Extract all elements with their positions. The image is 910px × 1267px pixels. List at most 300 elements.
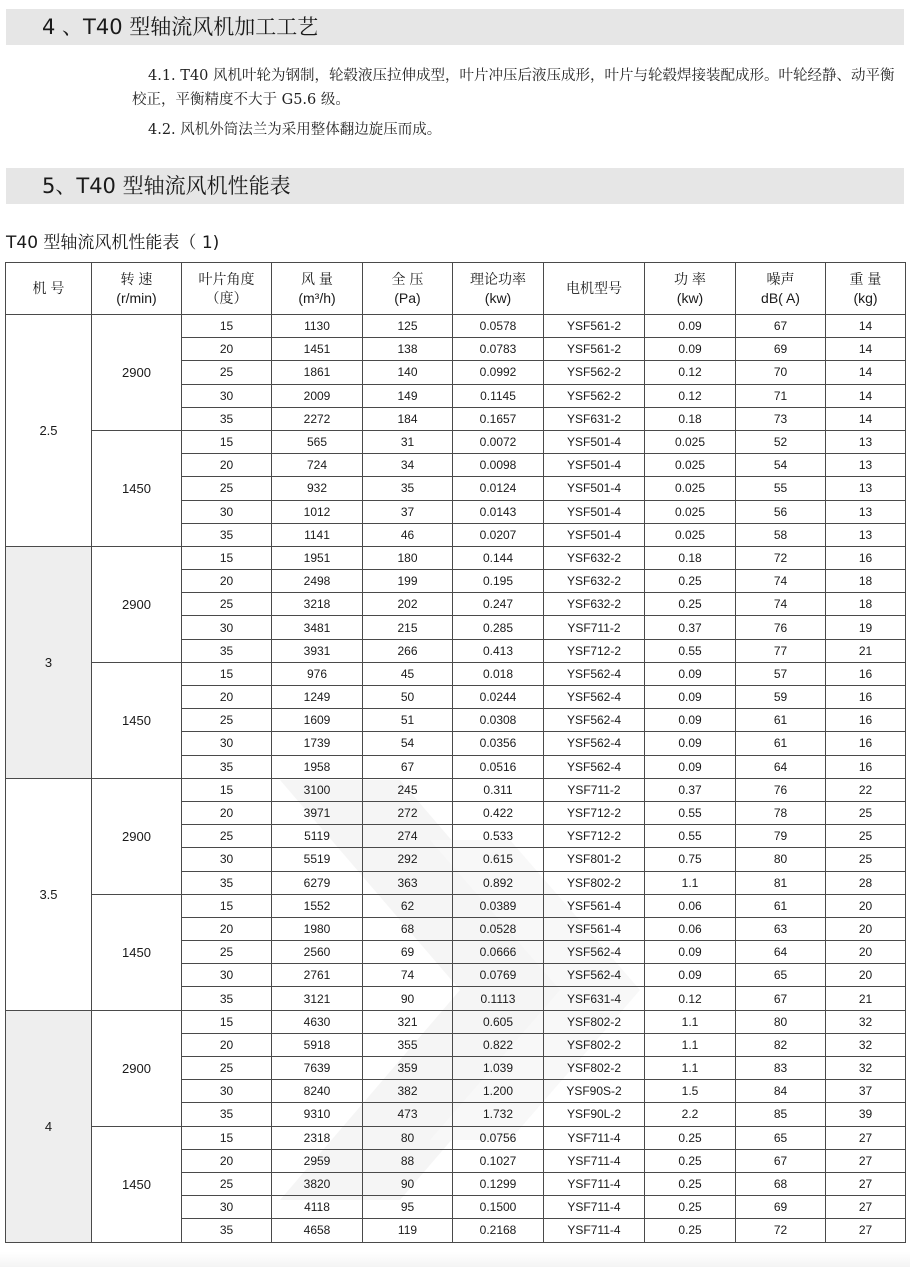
table-cell: 54 xyxy=(736,454,826,477)
table-cell: 32 xyxy=(826,1057,906,1080)
table-cell: 3218 xyxy=(272,593,363,616)
table-cell: 0.0783 xyxy=(453,338,544,361)
table-cell: 473 xyxy=(363,1103,453,1126)
table-cell: 0.1113 xyxy=(453,987,544,1010)
table-cell: 22 xyxy=(826,778,906,801)
table-cell: 58 xyxy=(736,523,826,546)
column-header-line1: 叶片角度 xyxy=(198,270,255,287)
machine-number-cell: 3 xyxy=(6,546,92,778)
table-cell: 3121 xyxy=(272,987,363,1010)
table-cell: 80 xyxy=(736,1010,826,1033)
table-cell: 73 xyxy=(736,407,826,430)
table-cell: 90 xyxy=(363,987,453,1010)
table-cell: YSF501-4 xyxy=(544,477,645,500)
table-cell: 2.2 xyxy=(645,1103,736,1126)
table-cell: 30 xyxy=(182,964,272,987)
table-cell: 1.1 xyxy=(645,1057,736,1080)
performance-table-container xyxy=(5,262,905,1243)
paragraph-4-1: 4.1. T40 风机叶轮为钢制，轮毂液压拉伸成型，叶片冲压后液压成形，叶片与轮毂焊接装配成形。叶轮经静、动平衡校正，平衡精度不大于 G5.6 级。 xyxy=(132,68,895,108)
column-header xyxy=(92,263,182,315)
table-cell: 2272 xyxy=(272,407,363,430)
table-cell: 0.18 xyxy=(645,407,736,430)
table-cell: 16 xyxy=(826,546,906,569)
performance-table xyxy=(5,262,906,1243)
table-cell: 0.018 xyxy=(453,662,544,685)
table-cell: 13 xyxy=(826,454,906,477)
table-cell: 35 xyxy=(182,523,272,546)
column-header xyxy=(453,263,544,315)
table-cell: 202 xyxy=(363,593,453,616)
column-header-line1: 理论功率 xyxy=(470,270,526,287)
speed-cell: 2900 xyxy=(92,778,182,894)
table-cell: YSF802-2 xyxy=(544,871,645,894)
table-cell: 245 xyxy=(363,778,453,801)
table-cell: 19 xyxy=(826,616,906,639)
table-cell: 61 xyxy=(736,709,826,732)
table-cell: 20 xyxy=(826,917,906,940)
table-cell: 1.5 xyxy=(645,1080,736,1103)
table-cell: 71 xyxy=(736,384,826,407)
speed-cell: 2900 xyxy=(92,546,182,662)
table-cell: 15 xyxy=(182,546,272,569)
table-cell: 0.55 xyxy=(645,825,736,848)
table-cell: 74 xyxy=(363,964,453,987)
table-cell: 0.25 xyxy=(645,1196,736,1219)
table-cell: 35 xyxy=(182,1219,272,1242)
table-cell: YSF90L-2 xyxy=(544,1103,645,1126)
table-cell: 35 xyxy=(182,1103,272,1126)
column-header-line1: 风 量 xyxy=(301,270,333,287)
table-cell: 18 xyxy=(826,593,906,616)
table-cell: YSF562-4 xyxy=(544,709,645,732)
table-cell: 0.422 xyxy=(453,801,544,824)
table-cell: 359 xyxy=(363,1057,453,1080)
table-cell: 64 xyxy=(736,755,826,778)
table-cell: 74 xyxy=(736,593,826,616)
column-header-line2: (Pa) xyxy=(394,289,421,306)
table-cell: 1.200 xyxy=(453,1080,544,1103)
table-cell: 25 xyxy=(182,825,272,848)
column-header-line1: 噪声 xyxy=(766,270,795,287)
column-header xyxy=(272,263,363,315)
table-cell: 21 xyxy=(826,987,906,1010)
table-cell: YSF631-4 xyxy=(544,987,645,1010)
table-cell: 724 xyxy=(272,454,363,477)
table-cell: 15 xyxy=(182,1010,272,1033)
machine-group xyxy=(6,778,906,1010)
table-cell: 20 xyxy=(826,964,906,987)
table-cell: 20 xyxy=(182,1149,272,1172)
table-cell: 292 xyxy=(363,848,453,871)
machine-group xyxy=(6,315,906,547)
table-cell: 45 xyxy=(363,662,453,685)
table-cell: YSF711-2 xyxy=(544,778,645,801)
table-cell: 1609 xyxy=(272,709,363,732)
table-cell: 30 xyxy=(182,1196,272,1219)
table-cell: 83 xyxy=(736,1057,826,1080)
table-cell: 27 xyxy=(826,1172,906,1195)
machine-number-cell: 2.5 xyxy=(6,315,92,547)
table-cell: YSF561-4 xyxy=(544,917,645,940)
table-cell: 125 xyxy=(363,315,453,338)
table-cell: 27 xyxy=(826,1196,906,1219)
table-cell: 1141 xyxy=(272,523,363,546)
table-cell: 0.025 xyxy=(645,430,736,453)
table-cell: 81 xyxy=(736,871,826,894)
table-cell: 0.892 xyxy=(453,871,544,894)
table-cell: 16 xyxy=(826,686,906,709)
table-cell: 266 xyxy=(363,639,453,662)
table-cell: 0.25 xyxy=(645,1149,736,1172)
table-cell: 27 xyxy=(826,1126,906,1149)
table-cell: 0.025 xyxy=(645,500,736,523)
table-cell: 199 xyxy=(363,570,453,593)
table-cell: YSF562-2 xyxy=(544,384,645,407)
table-cell: YSF712-2 xyxy=(544,801,645,824)
column-header xyxy=(182,263,272,315)
table-cell: 0.37 xyxy=(645,778,736,801)
column-header-line1: 功 率 xyxy=(674,270,706,287)
table-cell: 0.0244 xyxy=(453,686,544,709)
table-cell: 82 xyxy=(736,1033,826,1056)
table-cell: 57 xyxy=(736,662,826,685)
table-cell: 5119 xyxy=(272,825,363,848)
table-cell: 363 xyxy=(363,871,453,894)
table-cell: YSF632-2 xyxy=(544,570,645,593)
table-cell: YSF802-2 xyxy=(544,1033,645,1056)
table-cell: 74 xyxy=(736,570,826,593)
table-cell: 3820 xyxy=(272,1172,363,1195)
table-cell: 30 xyxy=(182,616,272,639)
table-cell: 1451 xyxy=(272,338,363,361)
table-cell: 25 xyxy=(182,477,272,500)
column-header xyxy=(6,263,92,315)
table-cell: 3100 xyxy=(272,778,363,801)
table-cell: 1980 xyxy=(272,917,363,940)
table-cell: 67 xyxy=(736,315,826,338)
table-cell: 0.06 xyxy=(645,894,736,917)
table-cell: 0.822 xyxy=(453,1033,544,1056)
table-cell: 0.09 xyxy=(645,315,736,338)
table-cell: 2560 xyxy=(272,941,363,964)
machine-group xyxy=(6,1010,906,1242)
table-cell: 0.285 xyxy=(453,616,544,639)
table-cell: 13 xyxy=(826,430,906,453)
table-row xyxy=(6,430,906,453)
table-cell: 0.0098 xyxy=(453,454,544,477)
speed-cell: 2900 xyxy=(92,315,182,431)
table-cell: 382 xyxy=(363,1080,453,1103)
table-cell: 3931 xyxy=(272,639,363,662)
table-caption: T40 型轴流风机性能表（ 1) xyxy=(6,233,220,253)
table-cell: 30 xyxy=(182,384,272,407)
table-cell: 51 xyxy=(363,709,453,732)
table-cell: 25 xyxy=(182,709,272,732)
table-cell: 50 xyxy=(363,686,453,709)
table-cell: 54 xyxy=(363,732,453,755)
table-row xyxy=(6,546,906,569)
table-cell: 140 xyxy=(363,361,453,384)
column-header-line2: (kw) xyxy=(676,289,704,306)
table-cell: 15 xyxy=(182,662,272,685)
table-cell: 95 xyxy=(363,1196,453,1219)
table-cell: 21 xyxy=(826,639,906,662)
table-cell: 72 xyxy=(736,1219,826,1242)
table-cell: YSF712-2 xyxy=(544,825,645,848)
table-row xyxy=(6,1126,906,1149)
table-cell: 0.025 xyxy=(645,454,736,477)
table-cell: 15 xyxy=(182,778,272,801)
table-cell: 20 xyxy=(826,894,906,917)
table-cell: 13 xyxy=(826,523,906,546)
speed-cell: 2900 xyxy=(92,1010,182,1126)
table-cell: YSF562-4 xyxy=(544,662,645,685)
section-4-heading: 4 、T40 型轴流风机加工工艺 xyxy=(6,9,904,45)
table-cell: 28 xyxy=(826,871,906,894)
table-cell: 1958 xyxy=(272,755,363,778)
column-header-line2: (kg) xyxy=(853,289,878,306)
table-cell: 15 xyxy=(182,315,272,338)
table-cell: 0.025 xyxy=(645,523,736,546)
table-cell: 35 xyxy=(182,987,272,1010)
machine-number-cell: 3.5 xyxy=(6,778,92,1010)
table-cell: 14 xyxy=(826,338,906,361)
table-cell: 0.2168 xyxy=(453,1219,544,1242)
table-cell: 76 xyxy=(736,616,826,639)
table-cell: 20 xyxy=(182,686,272,709)
table-cell: 0.0528 xyxy=(453,917,544,940)
table-cell: 20 xyxy=(182,917,272,940)
table-cell: 0.09 xyxy=(645,941,736,964)
table-cell: YSF711-4 xyxy=(544,1126,645,1149)
table-cell: 0.09 xyxy=(645,709,736,732)
column-header-line2: dB( A) xyxy=(761,289,800,306)
table-cell: 272 xyxy=(363,801,453,824)
table-cell: 25 xyxy=(826,801,906,824)
table-cell: 180 xyxy=(363,546,453,569)
column-header-line1: 转 速 xyxy=(120,270,153,287)
table-cell: 0.1027 xyxy=(453,1149,544,1172)
table-cell: 15 xyxy=(182,894,272,917)
table-cell: 39 xyxy=(826,1103,906,1126)
table-cell: 3971 xyxy=(272,801,363,824)
speed-cell: 1450 xyxy=(92,430,182,546)
table-cell: 20 xyxy=(182,338,272,361)
table-cell: 84 xyxy=(736,1080,826,1103)
table-cell: 1012 xyxy=(272,500,363,523)
speed-cell: 1450 xyxy=(92,894,182,1010)
table-cell: 20 xyxy=(182,454,272,477)
page-bottom-edge xyxy=(0,1252,910,1267)
table-cell: 77 xyxy=(736,639,826,662)
table-cell: YSF712-2 xyxy=(544,639,645,662)
table-cell: 0.12 xyxy=(645,384,736,407)
table-cell: 5918 xyxy=(272,1033,363,1056)
table-cell: 0.12 xyxy=(645,361,736,384)
table-cell: 25 xyxy=(182,1172,272,1195)
table-row xyxy=(6,662,906,685)
table-cell: 1861 xyxy=(272,361,363,384)
table-cell: 2498 xyxy=(272,570,363,593)
table-cell: 0.311 xyxy=(453,778,544,801)
table-cell: YSF90S-2 xyxy=(544,1080,645,1103)
table-cell: 0.0072 xyxy=(453,430,544,453)
table-cell: YSF501-4 xyxy=(544,454,645,477)
table-cell: 59 xyxy=(736,686,826,709)
table-cell: 65 xyxy=(736,1126,826,1149)
table-cell: YSF561-4 xyxy=(544,894,645,917)
table-cell: 14 xyxy=(826,361,906,384)
table-row xyxy=(6,778,906,801)
table-cell: 46 xyxy=(363,523,453,546)
column-header xyxy=(826,263,906,315)
column-header xyxy=(363,263,453,315)
table-cell: YSF562-4 xyxy=(544,964,645,987)
column-header xyxy=(645,263,736,315)
table-cell: 72 xyxy=(736,546,826,569)
table-cell: 1552 xyxy=(272,894,363,917)
table-cell: YSF562-4 xyxy=(544,686,645,709)
table-cell: 76 xyxy=(736,778,826,801)
table-cell: 0.09 xyxy=(645,686,736,709)
table-cell: 20 xyxy=(182,801,272,824)
column-header xyxy=(544,263,645,315)
column-header-line2: （度） xyxy=(205,289,248,306)
table-cell: 0.0308 xyxy=(453,709,544,732)
speed-cell: 1450 xyxy=(92,1126,182,1242)
column-header-line1: 电机型号 xyxy=(566,280,622,296)
speed-cell: 1450 xyxy=(92,662,182,778)
table-cell: 16 xyxy=(826,755,906,778)
table-cell: 14 xyxy=(826,315,906,338)
table-cell: 0.55 xyxy=(645,639,736,662)
table-cell: 4630 xyxy=(272,1010,363,1033)
table-cell: 0.0207 xyxy=(453,523,544,546)
table-cell: 0.55 xyxy=(645,801,736,824)
table-cell: 90 xyxy=(363,1172,453,1195)
table-cell: 31 xyxy=(363,430,453,453)
table-cell: 14 xyxy=(826,384,906,407)
table-cell: 34 xyxy=(363,454,453,477)
table-cell: 0.25 xyxy=(645,570,736,593)
machine-group xyxy=(6,546,906,778)
table-cell: 68 xyxy=(363,917,453,940)
table-cell: 3481 xyxy=(272,616,363,639)
table-cell: 61 xyxy=(736,894,826,917)
table-cell: 37 xyxy=(363,500,453,523)
table-cell: 25 xyxy=(182,1057,272,1080)
table-cell: 149 xyxy=(363,384,453,407)
table-cell: 1.732 xyxy=(453,1103,544,1126)
table-cell: 119 xyxy=(363,1219,453,1242)
table-cell: 215 xyxy=(363,616,453,639)
table-cell: 0.144 xyxy=(453,546,544,569)
table-cell: 0.06 xyxy=(645,917,736,940)
table-cell: 25 xyxy=(182,941,272,964)
table-cell: 32 xyxy=(826,1033,906,1056)
table-cell: 68 xyxy=(736,1172,826,1195)
table-cell: 13 xyxy=(826,500,906,523)
table-cell: 0.605 xyxy=(453,1010,544,1033)
table-cell: 20 xyxy=(826,941,906,964)
table-cell: YSF501-4 xyxy=(544,523,645,546)
table-cell: 0.09 xyxy=(645,732,736,755)
table-cell: 5519 xyxy=(272,848,363,871)
table-cell: 8240 xyxy=(272,1080,363,1103)
table-cell: 35 xyxy=(182,407,272,430)
table-cell: 65 xyxy=(736,964,826,987)
table-row xyxy=(6,1010,906,1033)
table-cell: YSF801-2 xyxy=(544,848,645,871)
table-cell: 0.413 xyxy=(453,639,544,662)
table-cell: YSF562-2 xyxy=(544,361,645,384)
table-cell: 0.247 xyxy=(453,593,544,616)
table-cell: 565 xyxy=(272,430,363,453)
table-cell: 13 xyxy=(826,477,906,500)
table-cell: 30 xyxy=(182,732,272,755)
table-cell: 30 xyxy=(182,500,272,523)
table-cell: 0.18 xyxy=(645,546,736,569)
table-cell: 0.0516 xyxy=(453,755,544,778)
table-cell: 25 xyxy=(182,593,272,616)
column-header-line2: (kw) xyxy=(484,289,512,306)
table-cell: 0.09 xyxy=(645,755,736,778)
table-cell: 0.615 xyxy=(453,848,544,871)
table-cell: 63 xyxy=(736,917,826,940)
table-cell: YSF632-2 xyxy=(544,593,645,616)
column-header-line2: (m³/h) xyxy=(298,289,336,306)
table-cell: YSF562-4 xyxy=(544,941,645,964)
table-cell: 79 xyxy=(736,825,826,848)
table-cell: 0.25 xyxy=(645,1219,736,1242)
table-cell: 6279 xyxy=(272,871,363,894)
table-cell: 0.1299 xyxy=(453,1172,544,1195)
table-cell: 1.1 xyxy=(645,1010,736,1033)
table-cell: 55 xyxy=(736,477,826,500)
table-cell: 30 xyxy=(182,848,272,871)
table-cell: 52 xyxy=(736,430,826,453)
table-cell: YSF711-4 xyxy=(544,1196,645,1219)
table-cell: 0.25 xyxy=(645,1126,736,1149)
machine-number-cell: 4 xyxy=(6,1010,92,1242)
table-cell: 0.12 xyxy=(645,987,736,1010)
table-cell: YSF802-2 xyxy=(544,1010,645,1033)
table-cell: 78 xyxy=(736,801,826,824)
table-cell: 2761 xyxy=(272,964,363,987)
paragraph-4-2: 4.2. 风机外筒法兰为采用整体翻边旋压而成。 xyxy=(148,122,442,138)
table-cell: 35 xyxy=(182,639,272,662)
table-cell: 14 xyxy=(826,407,906,430)
table-cell: 0.75 xyxy=(645,848,736,871)
table-cell: YSF501-4 xyxy=(544,430,645,453)
table-cell: 35 xyxy=(182,871,272,894)
table-cell: 4118 xyxy=(272,1196,363,1219)
table-cell: 67 xyxy=(736,987,826,1010)
table-cell: 20 xyxy=(182,570,272,593)
table-cell: 0.195 xyxy=(453,570,544,593)
table-cell: 61 xyxy=(736,732,826,755)
table-cell: 2318 xyxy=(272,1126,363,1149)
table-cell: 0.1145 xyxy=(453,384,544,407)
table-cell: 1951 xyxy=(272,546,363,569)
table-cell: 25 xyxy=(826,848,906,871)
table-cell: 0.09 xyxy=(645,338,736,361)
table-cell: 0.0389 xyxy=(453,894,544,917)
table-cell: YSF711-2 xyxy=(544,616,645,639)
table-cell: 1739 xyxy=(272,732,363,755)
table-cell: 0.25 xyxy=(645,1172,736,1195)
table-cell: 1.039 xyxy=(453,1057,544,1080)
